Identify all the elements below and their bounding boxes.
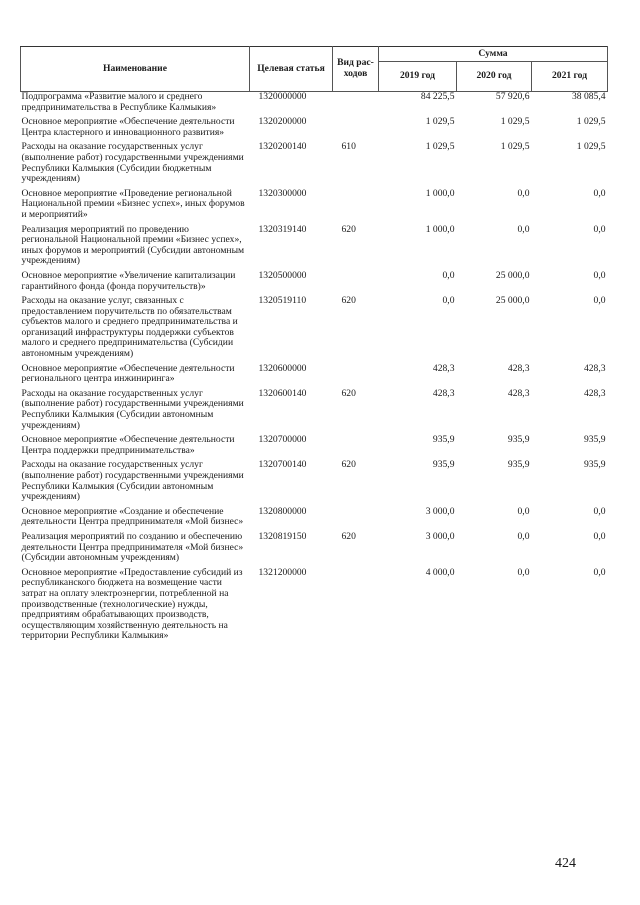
row-expense-type xyxy=(333,435,379,460)
row-name: Основное мероприятие «Обеспечение деятельности Центра поддержки предпринимательства» xyxy=(21,434,235,456)
row-amount-2021: 0,0 xyxy=(593,530,606,542)
row-amount-2020: 935,9 xyxy=(507,434,530,446)
row-amount-2020: 1 029,5 xyxy=(500,116,530,128)
budget-table xyxy=(20,46,608,646)
row-name: Основное мероприятие «Обеспечение деятельности регионального центра инжиниринга» xyxy=(21,362,235,385)
table-row xyxy=(21,532,608,568)
row-amount-2019: 3 000,0 xyxy=(425,530,455,542)
row-amount-2021: 0,0 xyxy=(593,187,606,199)
row-code: 1320800000 xyxy=(258,505,307,517)
header-code: Целевая статья xyxy=(250,47,333,92)
row-amount-2020: 0,0 xyxy=(517,223,530,235)
row-amount-2020: 0,0 xyxy=(517,187,530,199)
row-amount-2020: 25 000,0 xyxy=(495,269,530,281)
row-amount-2021: 0,0 xyxy=(593,295,606,307)
row-name: Основное мероприятие «Обеспечение деятельности Центра кластерного и инновационного развития» xyxy=(21,116,235,138)
row-amount-2019: 4 000,0 xyxy=(425,566,455,578)
row-expense-type xyxy=(333,189,379,225)
row-expense-type xyxy=(333,507,379,532)
row-expense-type xyxy=(333,271,379,296)
row-amount-2019: 935,9 xyxy=(432,459,455,471)
row-expense-type: 620 xyxy=(341,223,356,235)
row-amount-2021: 935,9 xyxy=(583,434,606,446)
row-amount-2021: 428,3 xyxy=(583,362,606,374)
row-code: 1320600000 xyxy=(258,362,307,374)
table-row xyxy=(21,460,608,506)
table-row xyxy=(21,271,608,296)
row-name: Реализация мероприятий по созданию и обеспечению деятельности Центра предпринимателя «Мой бизнес» (Субсидии автономным учреждениям) xyxy=(21,530,244,564)
row-code: 1320600140 xyxy=(258,387,307,399)
row-amount-2021: 1 029,5 xyxy=(576,116,606,128)
row-expense-type: 620 xyxy=(341,459,356,471)
row-amount-2020: 935,9 xyxy=(507,459,530,471)
row-name: Расходы на оказание государственных услуг (выполнение работ) государственными учреждениями Республики Калмыкия (Субсидии автономным учреждениям) xyxy=(21,387,244,431)
row-amount-2019: 1 029,5 xyxy=(425,116,455,128)
row-amount-2019: 84 225,5 xyxy=(420,91,455,102)
row-expense-type xyxy=(333,568,379,646)
row-amount-2021: 935,9 xyxy=(583,459,606,471)
table-row xyxy=(21,364,608,389)
row-amount-2019: 1 000,0 xyxy=(425,223,455,235)
row-amount-2019: 1 000,0 xyxy=(425,187,455,199)
table-row xyxy=(21,117,608,142)
row-code: 1320200000 xyxy=(258,116,307,128)
header-year-2021: 2021 год xyxy=(532,62,608,92)
row-amount-2021: 38 085,4 xyxy=(571,91,606,102)
row-amount-2021: 0,0 xyxy=(593,269,606,281)
row-amount-2020: 25 000,0 xyxy=(495,295,530,307)
row-code: 1320500000 xyxy=(258,269,307,281)
row-amount-2019: 428,3 xyxy=(432,362,455,374)
row-expense-type: 620 xyxy=(341,530,356,542)
table-row xyxy=(21,142,608,188)
row-expense-type xyxy=(333,117,379,142)
row-name: Основное мероприятие «Создание и обеспечение деятельности Центра предпринимателя «Мой бизнес» xyxy=(21,505,244,528)
row-name: Основное мероприятие «Проведение региональной Национальной премии «Бизнес успех», иных форумов и мероприятий» xyxy=(21,187,245,220)
row-amount-2019: 3 000,0 xyxy=(425,505,455,517)
row-amount-2021: 0,0 xyxy=(593,223,606,235)
row-code: 1320700140 xyxy=(258,459,307,471)
row-code: 1320200140 xyxy=(258,141,307,153)
row-amount-2020: 0,0 xyxy=(517,566,530,578)
row-amount-2021: 0,0 xyxy=(593,505,606,517)
row-name: Расходы на оказание услуг, связанных с предоставлением поручительств по обязательствам субъектов малого и среднего предпринимательства и организаций инфраструктуры поддержки субъектов малого и среднего предпринимательства (Субсидии автономным учреждениям) xyxy=(21,295,238,360)
row-amount-2019: 428,3 xyxy=(432,387,455,399)
table-row xyxy=(21,296,608,364)
row-expense-type: 610 xyxy=(341,141,356,153)
row-amount-2020: 428,3 xyxy=(507,362,530,374)
row-code: 1321200000 xyxy=(258,566,307,578)
row-amount-2021: 1 029,5 xyxy=(576,141,606,153)
row-name: Расходы на оказание государственных услуг (выполнение работ) государственными учреждениями Республики Калмыкия (Субсидии автономным учреждениям) xyxy=(21,459,244,503)
row-code: 1320519110 xyxy=(258,295,307,307)
table-row xyxy=(21,507,608,532)
row-expense-type: 620 xyxy=(341,295,356,307)
table-row xyxy=(21,568,608,646)
row-amount-2019: 0,0 xyxy=(442,269,455,281)
row-code: 1320000000 xyxy=(258,91,307,102)
header-name: Наименование xyxy=(21,47,250,92)
table-row xyxy=(21,92,608,118)
row-amount-2021: 428,3 xyxy=(583,387,606,399)
row-amount-2020: 1 029,5 xyxy=(500,141,530,153)
row-amount-2021: 0,0 xyxy=(593,566,606,578)
header-type: Вид рас-ходов xyxy=(333,47,379,92)
table-row xyxy=(21,189,608,225)
row-expense-type xyxy=(333,92,379,118)
row-code: 1320300000 xyxy=(258,187,307,199)
row-code: 1320700000 xyxy=(258,434,307,446)
row-amount-2020: 57 920,6 xyxy=(495,91,530,102)
row-name: Расходы на оказание государственных услуг (выполнение работ) государственными учреждениями Республики Калмыкия (Субсидии бюджетным учреждениям) xyxy=(21,141,244,185)
table-header xyxy=(21,47,608,92)
row-name: Подпрограмма «Развитие малого и среднего предпринимательства в Республике Калмыкия» xyxy=(21,91,217,113)
row-name: Реализация мероприятий по проведению региональной Национальной премии «Бизнес успех», иных форумов и мероприятий (Субсидии автономным учреждениям) xyxy=(21,223,245,267)
header-sum: Сумма xyxy=(379,47,608,62)
row-amount-2020: 0,0 xyxy=(517,505,530,517)
row-name: Основное мероприятие «Предоставление субсидий из республиканского бюджета на возмещение части затрат на оплату электроэнергии, потребленной на производственные (технологические) нужды, предприятиям обрабатывающих производств, осуществляющим хозяйственную деятельность на территории Республики Калмыкия» xyxy=(21,566,243,642)
row-amount-2019: 935,9 xyxy=(432,434,455,446)
row-amount-2020: 0,0 xyxy=(517,530,530,542)
row-amount-2019: 1 029,5 xyxy=(425,141,455,153)
header-year-2019: 2019 год xyxy=(379,62,457,92)
row-expense-type xyxy=(333,364,379,389)
table-row xyxy=(21,389,608,435)
row-amount-2020: 428,3 xyxy=(507,387,530,399)
table-body xyxy=(21,92,608,646)
table-row xyxy=(21,225,608,271)
header-year-2020: 2020 год xyxy=(457,62,532,92)
row-amount-2019: 0,0 xyxy=(442,295,455,307)
row-name: Основное мероприятие «Увеличение капитализации гарантийного фонда (фонда поручительств)» xyxy=(21,269,236,292)
page-number: 424 xyxy=(555,856,576,871)
row-code: 1320819150 xyxy=(258,530,307,542)
row-code: 1320319140 xyxy=(258,223,307,235)
table-row xyxy=(21,435,608,460)
row-expense-type: 620 xyxy=(341,387,356,399)
